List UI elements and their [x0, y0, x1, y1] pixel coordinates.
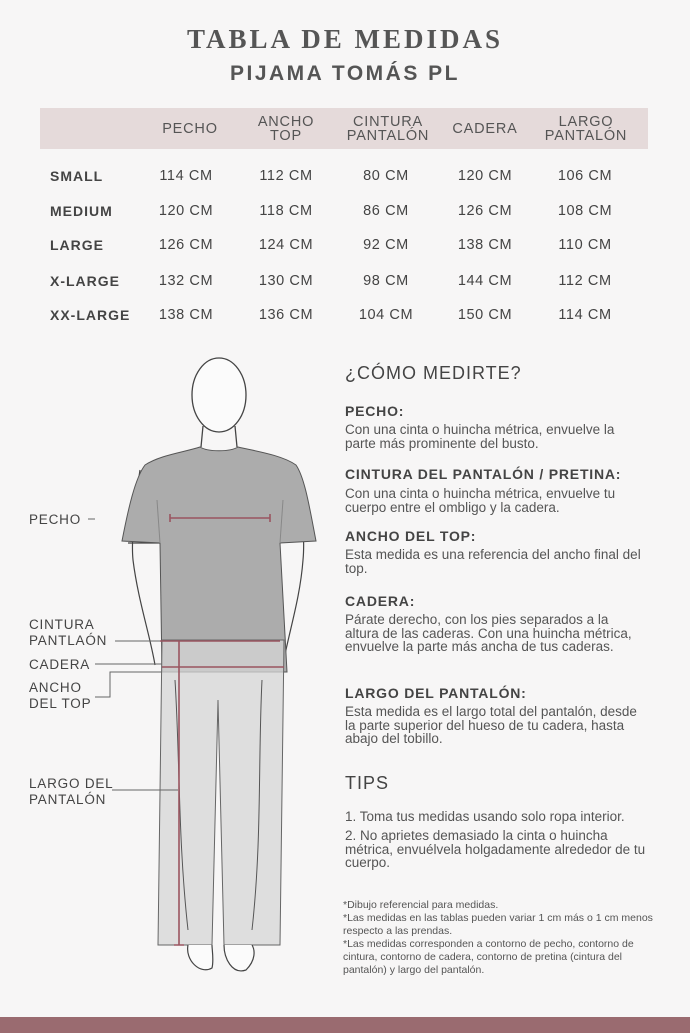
label-cadera: CADERA [29, 657, 91, 672]
table-cell: 120 CM [457, 168, 513, 184]
label-ancho-top: ANCHO DEL TOP [29, 680, 92, 711]
footer-bar [0, 1017, 690, 1033]
table-cell: 110 CM [558, 237, 612, 253]
col-header-pecho: PECHO [162, 120, 218, 137]
table-cell: 118 CM [259, 203, 313, 219]
table-cell: 126 CM [158, 237, 214, 253]
section-text-pecho: Con una cinta o huincha métrica, envuelve la parte más prominente del busto. [345, 422, 615, 451]
table-cell: 80 CM [363, 168, 409, 184]
col-header-cintura: CINTURA PANTALÓN [346, 113, 430, 144]
label-largo-pantalon: LARGO DEL PANTALÓN [29, 776, 113, 807]
feet-outline [188, 945, 254, 971]
section-text-largo: Esta medida es el largo total del pantalón, desde la parte superior del hueso de tu cadera, hasta abajo del tobillo. [345, 704, 637, 746]
section-title-largo: LARGO DEL PANTALÓN: [345, 685, 527, 701]
label-pecho: PECHO [29, 512, 82, 527]
section-title-cintura: CINTURA DEL PANTALÓN / PRETINA: [345, 466, 622, 482]
table-cell: 124 CM [258, 237, 314, 253]
table-cell: 112 CM [259, 168, 313, 184]
footnote: *Las medidas en las tablas pueden variar 1 cm más o 1 cm menos respecto a las prendas. [343, 912, 653, 937]
row-size-label: SMALL [50, 168, 104, 184]
row-size-label: MEDIUM [50, 203, 113, 219]
row-size-label: XX-LARGE [50, 307, 131, 323]
page-subtitle: PIJAMA TOMÁS PL [229, 62, 461, 85]
table-cell: 106 CM [557, 168, 613, 184]
section-title-cadera: CADERA: [345, 593, 416, 609]
table-cell: 126 CM [457, 203, 513, 219]
tip-item: 1. Toma tus medidas usando solo ropa interior. [345, 809, 625, 824]
table-cell: 150 CM [457, 307, 513, 323]
label-cintura: CINTURA PANTLAÓN [29, 617, 108, 648]
table-cell: 144 CM [457, 273, 513, 289]
row-size-label: X-LARGE [50, 273, 120, 289]
section-text-ancho: Esta medida es una referencia del ancho final del top. [345, 547, 641, 576]
table-cell: 136 CM [258, 307, 314, 323]
col-header-cadera: CADERA [452, 120, 518, 137]
table-cell: 114 CM [558, 307, 612, 323]
table-cell: 98 CM [363, 273, 409, 289]
section-title-ancho: ANCHO DEL TOP: [345, 528, 477, 544]
col-header-ancho-top: ANCHO TOP [257, 113, 315, 144]
table-cell: 120 CM [158, 203, 214, 219]
table-cell: 114 CM [159, 168, 213, 184]
table-cell: 138 CM [158, 307, 214, 323]
col-header-largo: LARGO PANTALÓN [544, 113, 628, 144]
head-outline [192, 358, 246, 432]
ancho-leader [95, 672, 162, 697]
table-cell: 92 CM [363, 237, 409, 253]
section-title-pecho: PECHO: [345, 403, 405, 419]
table-cell: 138 CM [457, 237, 513, 253]
howto-title: ¿CÓMO MEDIRTE? [345, 363, 522, 383]
section-text-cadera: Párate derecho, con los pies separados a la altura de las caderas. Con una huincha métrica, envuelve la parte más ancha de tus caderas. [345, 612, 632, 654]
section-text-cintura: Con una cinta o huincha métrica, envuelve tu cuerpo entre el ombligo y la cadera. [345, 486, 616, 515]
table-cell: 86 CM [363, 203, 409, 219]
pants-shape [158, 640, 284, 945]
table-cell: 104 CM [358, 307, 414, 323]
table-cell: 130 CM [258, 273, 314, 289]
footnote: *Dibujo referencial para medidas. [343, 899, 499, 911]
tip-item: 2. No aprietes demasiado la cinta o huincha métrica, envuélvela holgadamente alrededor de tu cuerpo. [345, 828, 646, 870]
footnote: *Las medidas corresponden a contorno de pecho, contorno de cintura, contorno de cadera, contorno de pretina (cintura del pantalón) y largo del pantalón. [343, 938, 634, 976]
page-title: TABLA DE MEDIDAS [186, 24, 504, 54]
row-size-label: LARGE [50, 237, 104, 253]
shirt-shape [122, 447, 316, 672]
table-cell: 132 CM [158, 273, 214, 289]
tips-title: TIPS [345, 773, 390, 793]
table-cell: 112 CM [558, 273, 612, 289]
table-cell: 108 CM [557, 203, 613, 219]
